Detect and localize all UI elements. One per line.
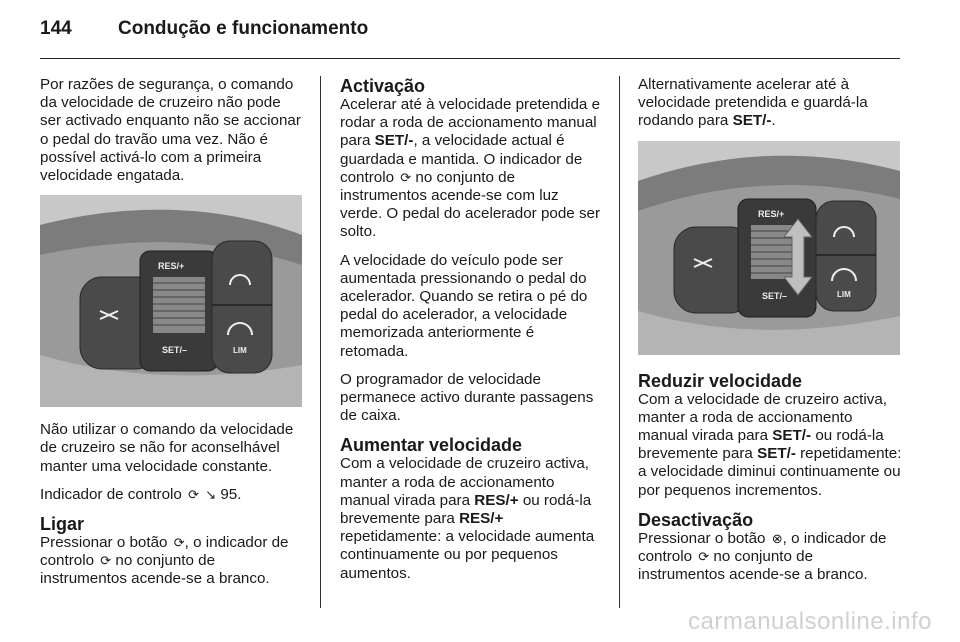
alternative-paragraph: Alternativamente acelerar até à velocidade pretendida e guardá-la rodando para SET/-. bbox=[638, 76, 868, 130]
column-1 bbox=[40, 76, 305, 599]
indicator-paragraph: Indicador de controlo ⟳ ↘ 95. bbox=[40, 485, 242, 503]
cruise-control-icon: ⟳ bbox=[100, 553, 112, 569]
safety-paragraph: Por razões de segurança, o comando da velocidade de cruzeiro não pode ser activado enquanto não se accionar o pedal do travão uma vez. Não é possível activá-lo com a primeira velocidade engatada. bbox=[40, 76, 301, 185]
desactivacao-paragraph: Pressionar o botão ⊗, o indicador de controlo ⟳ no conjunto de instrumentos acende-se a branco. bbox=[638, 529, 887, 584]
cancel-icon: ⊗ bbox=[771, 530, 783, 546]
page-number: 144 bbox=[40, 18, 72, 39]
chapter-title: Condução e funcionamento bbox=[118, 18, 369, 39]
activacao-paragraph: Acelerar até à velocidade pretendida e rodar a roda de accionamento manual para SET/-, a velocidade actual é guardada e mantida. O indicador de controlo ⟳ no conjunto de instrumentos acende-se com luz verde. O pedal do acelerador pode ser solto. bbox=[340, 96, 601, 241]
svg-text:RES/+: RES/+ bbox=[758, 208, 785, 219]
heading-activacao: Activação bbox=[340, 76, 426, 96]
heading-reduzir: Reduzir velocidade bbox=[638, 370, 803, 391]
heading-desactivacao: Desactivação bbox=[638, 509, 754, 530]
column-2 bbox=[340, 76, 605, 593]
svg-text:RES/+: RES/+ bbox=[158, 261, 185, 272]
svg-text:SET/–: SET/– bbox=[162, 345, 188, 356]
svg-text:LIM: LIM bbox=[233, 346, 247, 356]
steering-wheel-controls-photo bbox=[40, 195, 302, 407]
ligar-paragraph: Pressionar o botão ⟳, o indicador de controlo ⟳ no conjunto de instrumentos acende-se a branco. bbox=[40, 534, 289, 588]
svg-text:SET/–: SET/– bbox=[762, 290, 788, 301]
accelerate-paragraph: A velocidade do veículo pode ser aumentada pressionando o pedal do acelerador. Quando se retira o pé do pedal do acelerador, a velocidade memorizada anteriormente é retomada. bbox=[340, 251, 588, 360]
cruise-control-icon: ⟳ bbox=[400, 169, 412, 185]
aumentar-paragraph: Com a velocidade de cruzeiro activa, manter a roda de accionamento manual virada para RES/+ ou rodá-la brevemente para RES/+ repetidamente: a velocidade aumenta continuamente ou por pequenos aumentos. bbox=[340, 455, 595, 582]
column-3 bbox=[638, 76, 903, 594]
reduzir-paragraph: Com a velocidade de cruzeiro activa, manter a roda de accionamento manual virada para SET/- ou rodá-la brevemente para SET/- repetidamente: a velocidade diminui continuamente ou por pequenos incrementos. bbox=[638, 390, 902, 499]
column-divider-2 bbox=[619, 76, 620, 608]
heading-ligar: Ligar bbox=[40, 514, 85, 535]
header-rule bbox=[40, 58, 900, 59]
cruise-control-icon: ⟳ bbox=[173, 535, 185, 551]
heading-aumentar: Aumentar velocidade bbox=[340, 435, 523, 456]
watermark: carmanualsonline.info bbox=[688, 608, 932, 635]
svg-text:LIM: LIM bbox=[837, 289, 851, 299]
cruise-control-icon: ⟳ bbox=[698, 549, 710, 565]
column-divider-1 bbox=[320, 76, 321, 608]
gearshift-paragraph: O programador de velocidade permanece activo durante passagens de caixa. bbox=[340, 370, 594, 425]
warning-paragraph: Não utilizar o comando da velocidade de cruzeiro se não for aconselhável manter uma velocidade constante. bbox=[40, 421, 294, 475]
reference-arrow-icon: ↘ bbox=[205, 486, 217, 502]
thumbwheel-rotation-photo bbox=[638, 141, 900, 355]
cruise-control-icon: ⟳ bbox=[188, 486, 199, 502]
